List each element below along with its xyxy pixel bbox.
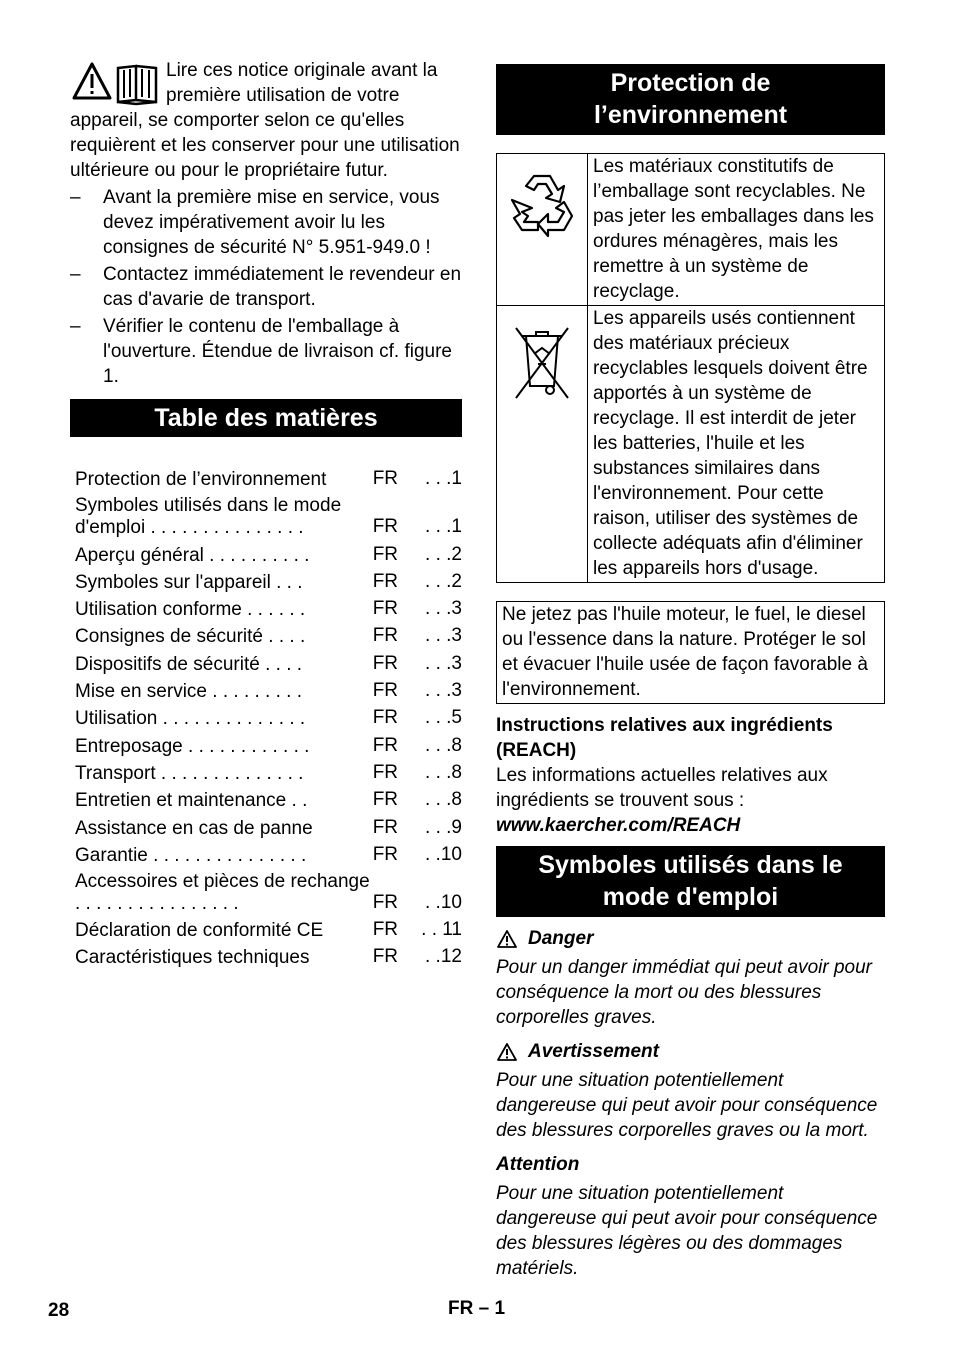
disposal-text: Les appareils usés contiennent des matériaux précieux recyclables lesquels doivent être apportés à un système de recyclage. Il est interdit de jeter les batteries, l'huile et les substances similaires dans l'environnement. Pour cette raison, utiliser des systèmes de collecte adéquats afin d'éliminer les appareils hors d'usage. (588, 306, 885, 583)
toc-entry[interactable] (75, 915, 462, 942)
crossed-bin-icon (512, 320, 572, 404)
toc-entry-lang: FR (372, 680, 399, 702)
warning-triangle-icon (496, 1042, 518, 1062)
toc-entry-lang: FR (372, 570, 399, 592)
table-of-contents (70, 464, 462, 969)
list-item (70, 185, 462, 260)
symbol-description: Pour une situation potentiellement dangereuse qui peut avoir pour conséquence des blessures corporelles graves ou la mort. (496, 1070, 878, 1141)
footer-section: FR – 1 (448, 1298, 506, 1319)
toc-entry-title: Dispositifs de sécurité . . . . (75, 653, 303, 675)
toc-entry-lang: FR (372, 816, 399, 838)
symbol-description: Pour un danger immédiat qui peut avoir pour conséquence la mort ou des blessures corporelles graves. (496, 957, 873, 1028)
toc-entry-title: Entretien et maintenance . . (75, 790, 308, 812)
toc-entry-page: . . .3 (425, 598, 462, 620)
page-number: 28 (48, 1300, 70, 1321)
list-item-text: Contactez immédiatement le revendeur en cas d'avarie de transport. (103, 264, 462, 310)
symbols-list (496, 926, 885, 1281)
toc-entry-page: . . .8 (425, 734, 462, 756)
toc-entry-title: Entreposage . . . . . . . . . . . . (75, 735, 310, 757)
toc-entry[interactable] (75, 594, 462, 621)
toc-entry-page: . . .2 (425, 543, 462, 565)
toc-entry-lang: FR (372, 625, 399, 647)
toc-entry-page: . .10 (425, 891, 462, 913)
toc-entry[interactable] (75, 812, 462, 839)
reach-text: Les informations actuelles relatives aux ingrédients se trouvent sous : (496, 765, 828, 811)
toc-entry[interactable] (75, 567, 462, 594)
toc-entry[interactable] (75, 621, 462, 648)
dash-bullet: – (70, 316, 81, 337)
symbols-heading: Symboles utilisés dans le mode d'emploi (496, 846, 885, 917)
toc-entry-lang: FR (372, 734, 399, 756)
list-item (70, 262, 462, 312)
reach-heading: Instructions relatives aux ingrédients (REACH) (496, 715, 833, 761)
toc-entry-title: Garantie . . . . . . . . . . . . . . . (75, 844, 307, 866)
toc-entry[interactable] (75, 867, 462, 915)
toc-entry-title: Symboles sur l'appareil . . . (75, 571, 303, 593)
toc-entry-lang: FR (372, 891, 399, 913)
toc-entry[interactable] (75, 785, 462, 812)
toc-entry[interactable] (75, 676, 462, 703)
toc-entry-page: . .12 (425, 946, 462, 968)
symbol-label: Danger (528, 928, 594, 949)
toc-entry[interactable] (75, 840, 462, 867)
table-row (497, 154, 885, 306)
toc-entry-page: . . .3 (425, 652, 462, 674)
toc-entry-page: . . .1 (425, 468, 462, 490)
toc-entry[interactable] (75, 703, 462, 730)
toc-entry-page: . . 11 (421, 919, 462, 941)
table-row (497, 306, 885, 583)
recycle-icon-cell (497, 154, 588, 306)
list-item-text: Avant la première mise en service, vous devez impérativement avoir lu les consignes de sécurité N° 5.951-949.0 ! (103, 187, 440, 258)
toc-entry-lang: FR (372, 468, 399, 490)
reach-link[interactable]: www.kaercher.com/REACH (496, 815, 741, 836)
toc-entry-lang: FR (372, 946, 399, 968)
toc-entry-page: . . .8 (425, 761, 462, 783)
manual-book-icon (118, 66, 156, 104)
toc-entry-page: . . .3 (425, 680, 462, 702)
toc-entry-page: . . .2 (425, 570, 462, 592)
toc-entry-title: Déclaration de conformité CE (75, 920, 324, 942)
dash-bullet: – (70, 187, 81, 208)
warning-triangle-icon (496, 929, 518, 949)
toc-entry-page: . . .1 (425, 516, 462, 538)
toc-entry-title: Transport . . . . . . . . . . . . . . (75, 762, 304, 784)
toc-entry-lang: FR (372, 598, 399, 620)
warning-triangle-icon (74, 64, 110, 98)
symbol-heading (496, 926, 885, 951)
toc-entry[interactable] (75, 464, 462, 491)
right-column (496, 64, 885, 1281)
toc-entry[interactable] (75, 539, 462, 566)
toc-entry-lang: FR (372, 919, 399, 941)
symbol-label: Attention (496, 1154, 580, 1175)
toc-entry-page: . . .5 (425, 707, 462, 729)
toc-entry-title: Aperçu général . . . . . . . . . . (75, 544, 310, 566)
symbol-heading (496, 1152, 885, 1177)
intro-section (70, 58, 462, 389)
toc-entry-page: . . .8 (425, 789, 462, 811)
symbol-label: Avertissement (528, 1041, 659, 1062)
toc-entry-title: Mise en service . . . . . . . . . (75, 681, 303, 703)
toc-entry-lang: FR (372, 843, 399, 865)
list-item (70, 314, 462, 389)
symbol-description: Pour une situation potentiellement dangereuse qui peut avoir pour conséquence des blessures légères ou des dommages matériels. (496, 1183, 878, 1279)
toc-entry-title: Accessoires et pièces de rechange . . . . . . . . . . . . . . . . (75, 870, 370, 914)
toc-entry-lang: FR (372, 516, 399, 538)
intro-icons (70, 60, 162, 106)
toc-entry[interactable] (75, 942, 462, 969)
toc-entry-page: . .10 (425, 843, 462, 865)
toc-entry-title: Caractéristiques techniques (75, 947, 310, 969)
intro-text: Lire ces notice originale avant la première utilisation de votre appareil, se comporter selon ce qu'elles requièrent et les conserver pour une utilisation ultérieure ou pour le propriétaire futur. (70, 60, 460, 181)
left-column (70, 58, 462, 969)
toc-entry-lang: FR (372, 761, 399, 783)
toc-entry[interactable] (75, 491, 462, 539)
list-item-text: Vérifier le contenu de l'emballage à l'ouverture. Étendue de livraison cf. figure 1. (103, 316, 452, 387)
toc-entry[interactable] (75, 648, 462, 675)
toc-heading: Table des matières (70, 399, 462, 437)
intro-list (70, 185, 462, 389)
toc-entry-page: . . .9 (425, 816, 462, 838)
environment-table (496, 153, 885, 583)
toc-entry[interactable] (75, 730, 462, 757)
toc-entry-lang: FR (372, 707, 399, 729)
recycle-text: Les matériaux constitutifs de l’emballage sont recyclables. Ne pas jeter les emballages dans les ordures ménagères, mais les remettre à un système de recyclage. (588, 154, 885, 306)
toc-entry-title: Utilisation conforme . . . . . . (75, 599, 306, 621)
toc-entry-title: Consignes de sécurité . . . . (75, 626, 306, 648)
environment-heading: Protection de l’environnement (496, 64, 885, 135)
toc-entry-title: Utilisation . . . . . . . . . . . . . . (75, 708, 306, 730)
toc-entry-lang: FR (372, 652, 399, 674)
oil-notice-box: Ne jetez pas l'huile moteur, le fuel, le diesel ou l'essence dans la nature. Protéger le sol et évacuer l'huile usée de façon favorable à l'environnement. (496, 601, 885, 704)
toc-entry[interactable] (75, 758, 462, 785)
toc-entry-lang: FR (372, 789, 399, 811)
dash-bullet: – (70, 264, 81, 285)
toc-entry-lang: FR (372, 543, 399, 565)
toc-entry-title: Symboles utilisés dans le mode d'emploi . . . . . . . . . . . . . . . (75, 495, 342, 539)
toc-entry-title: Protection de l’environnement (75, 469, 327, 491)
recycle-icon (504, 168, 580, 244)
toc-entry-page: . . .3 (425, 625, 462, 647)
toc-entry-title: Assistance en cas de panne (75, 817, 313, 839)
crossed-bin-icon-cell (497, 306, 588, 583)
symbol-heading (496, 1039, 885, 1064)
